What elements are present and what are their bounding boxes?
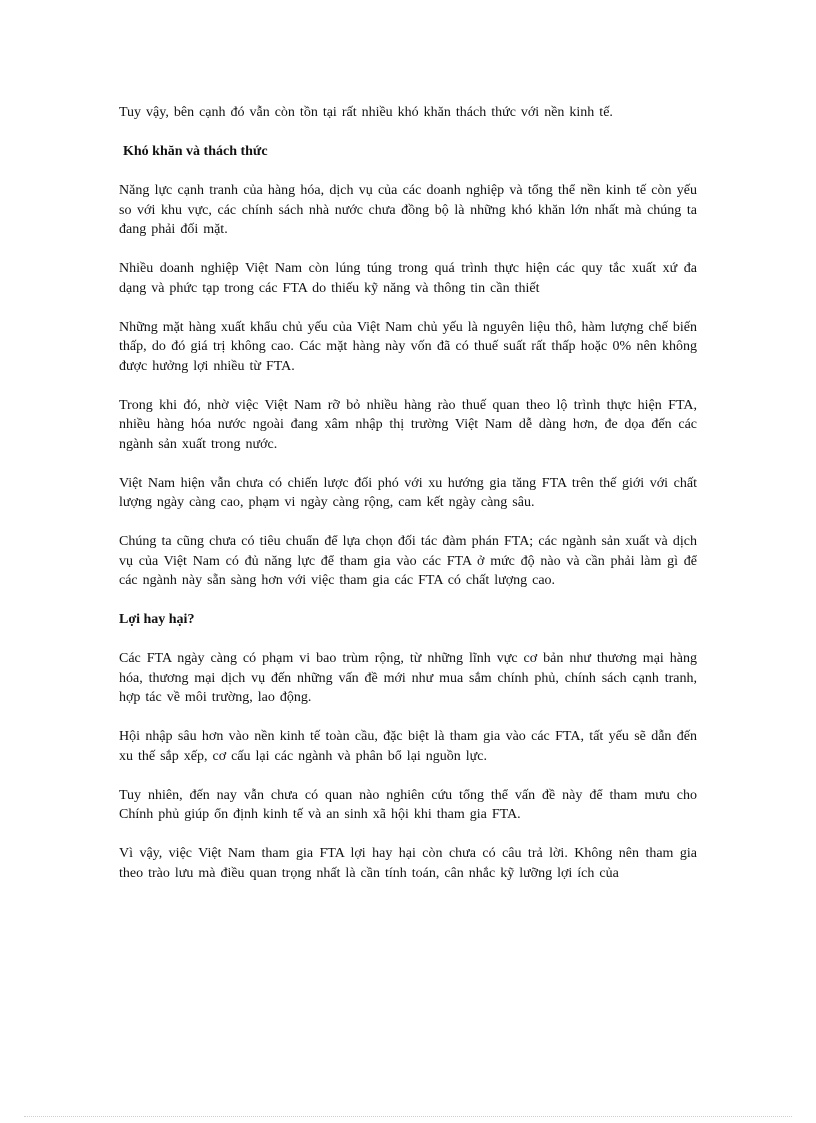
paragraph-tariff-removal: Trong khi đó, nhờ việc Việt Nam rỡ bỏ nhiều hàng rào thuế quan theo lộ trình thực hiện FTA, nhiều hàng hóa nước ngoài đang xâm nhập thị trường Việt Nam dễ dàng hơn, đe dọa đến các ngành sản xuất trong nước. <box>119 397 697 452</box>
page-bottom-divider <box>24 1116 792 1117</box>
heading-benefit-or-harm: Lợi hay hại? <box>119 612 195 627</box>
document-body <box>119 103 697 903</box>
paragraph-integration: Hội nhập sâu hơn vào nền kinh tế toàn cầu, đặc biệt là tham gia vào các FTA, tất yếu sẽ dẫn đến xu thế sắp xếp, cơ cấu lại các ngành và phân bổ lại nguồn lực. <box>119 729 697 764</box>
paragraph-partner-criteria: Chúng ta cũng chưa có tiêu chuẩn để lựa chọn đối tác đàm phán FTA; các ngành sản xuất và dịch vụ của Việt Nam có đủ năng lực để tham gia vào các FTA ở mức độ nào và cần phải làm gì để các ngành này sẵn sàng hơn với việc tham gia các FTA có chất lượng cao. <box>119 534 697 588</box>
paragraph-export-goods: Những mặt hàng xuất khẩu chủ yếu của Việt Nam chủ yếu là nguyên liệu thô, hàm lượng chế biến thấp, do đó giá trị không cao. Các mặt hàng này vốn đã có thuế suất rất thấp hoặc 0% nên không được hưởng lợi nhiều từ FTA. <box>119 319 697 374</box>
paragraph-strategy: Việt Nam hiện vẫn chưa có chiến lược đối phó với xu hướng gia tăng FTA trên thế giới với chất lượng ngày càng cao, phạm vi ngày càng rộng, cam kết ngày càng sâu. <box>119 475 697 510</box>
paragraph-conclusion: Vì vậy, việc Việt Nam tham gia FTA lợi hay hại còn chưa có câu trả lời. Không nên tham gia theo trào lưu mà điều quan trọng nhất là cần tính toán, cân nhắc kỹ lưỡng lợi ích của <box>119 846 697 881</box>
paragraph-fta-scope: Các FTA ngày càng có phạm vi bao trùm rộng, từ những lĩnh vực cơ bản như thương mại hàng hóa, thương mại dịch vụ đến những vấn đề mới như mua sắm chính phủ, chính sách cạnh tranh, hợp tác về môi trường, lao động. <box>119 651 697 705</box>
paragraph-intro: Tuy vậy, bên cạnh đó vẫn còn tồn tại rất nhiều khó khăn thách thức với nền kinh tế. <box>119 105 613 120</box>
heading-challenges: Khó khăn và thách thức <box>123 144 268 159</box>
paragraph-competitiveness: Năng lực cạnh tranh của hàng hóa, dịch vụ của các doanh nghiệp và tổng thể nền kinh tế còn yếu so với khu vực, các chính sách nhà nước chưa đồng bộ là những khó khăn lớn nhất mà chúng ta đang phải đối mặt. <box>119 183 697 237</box>
paragraph-research: Tuy nhiên, đến nay vẫn chưa có quan nào nghiên cứu tổng thể vấn đề này để tham mưu cho Chính phủ giúp ổn định kinh tế và an sinh xã hội khi tham gia FTA. <box>119 787 697 822</box>
paragraph-rules-of-origin: Nhiều doanh nghiệp Việt Nam còn lúng túng trong quá trình thực hiện các quy tắc xuất xứ đa dạng và phức tạp trong các FTA do thiếu kỹ năng và thông tin cần thiết <box>119 261 697 296</box>
